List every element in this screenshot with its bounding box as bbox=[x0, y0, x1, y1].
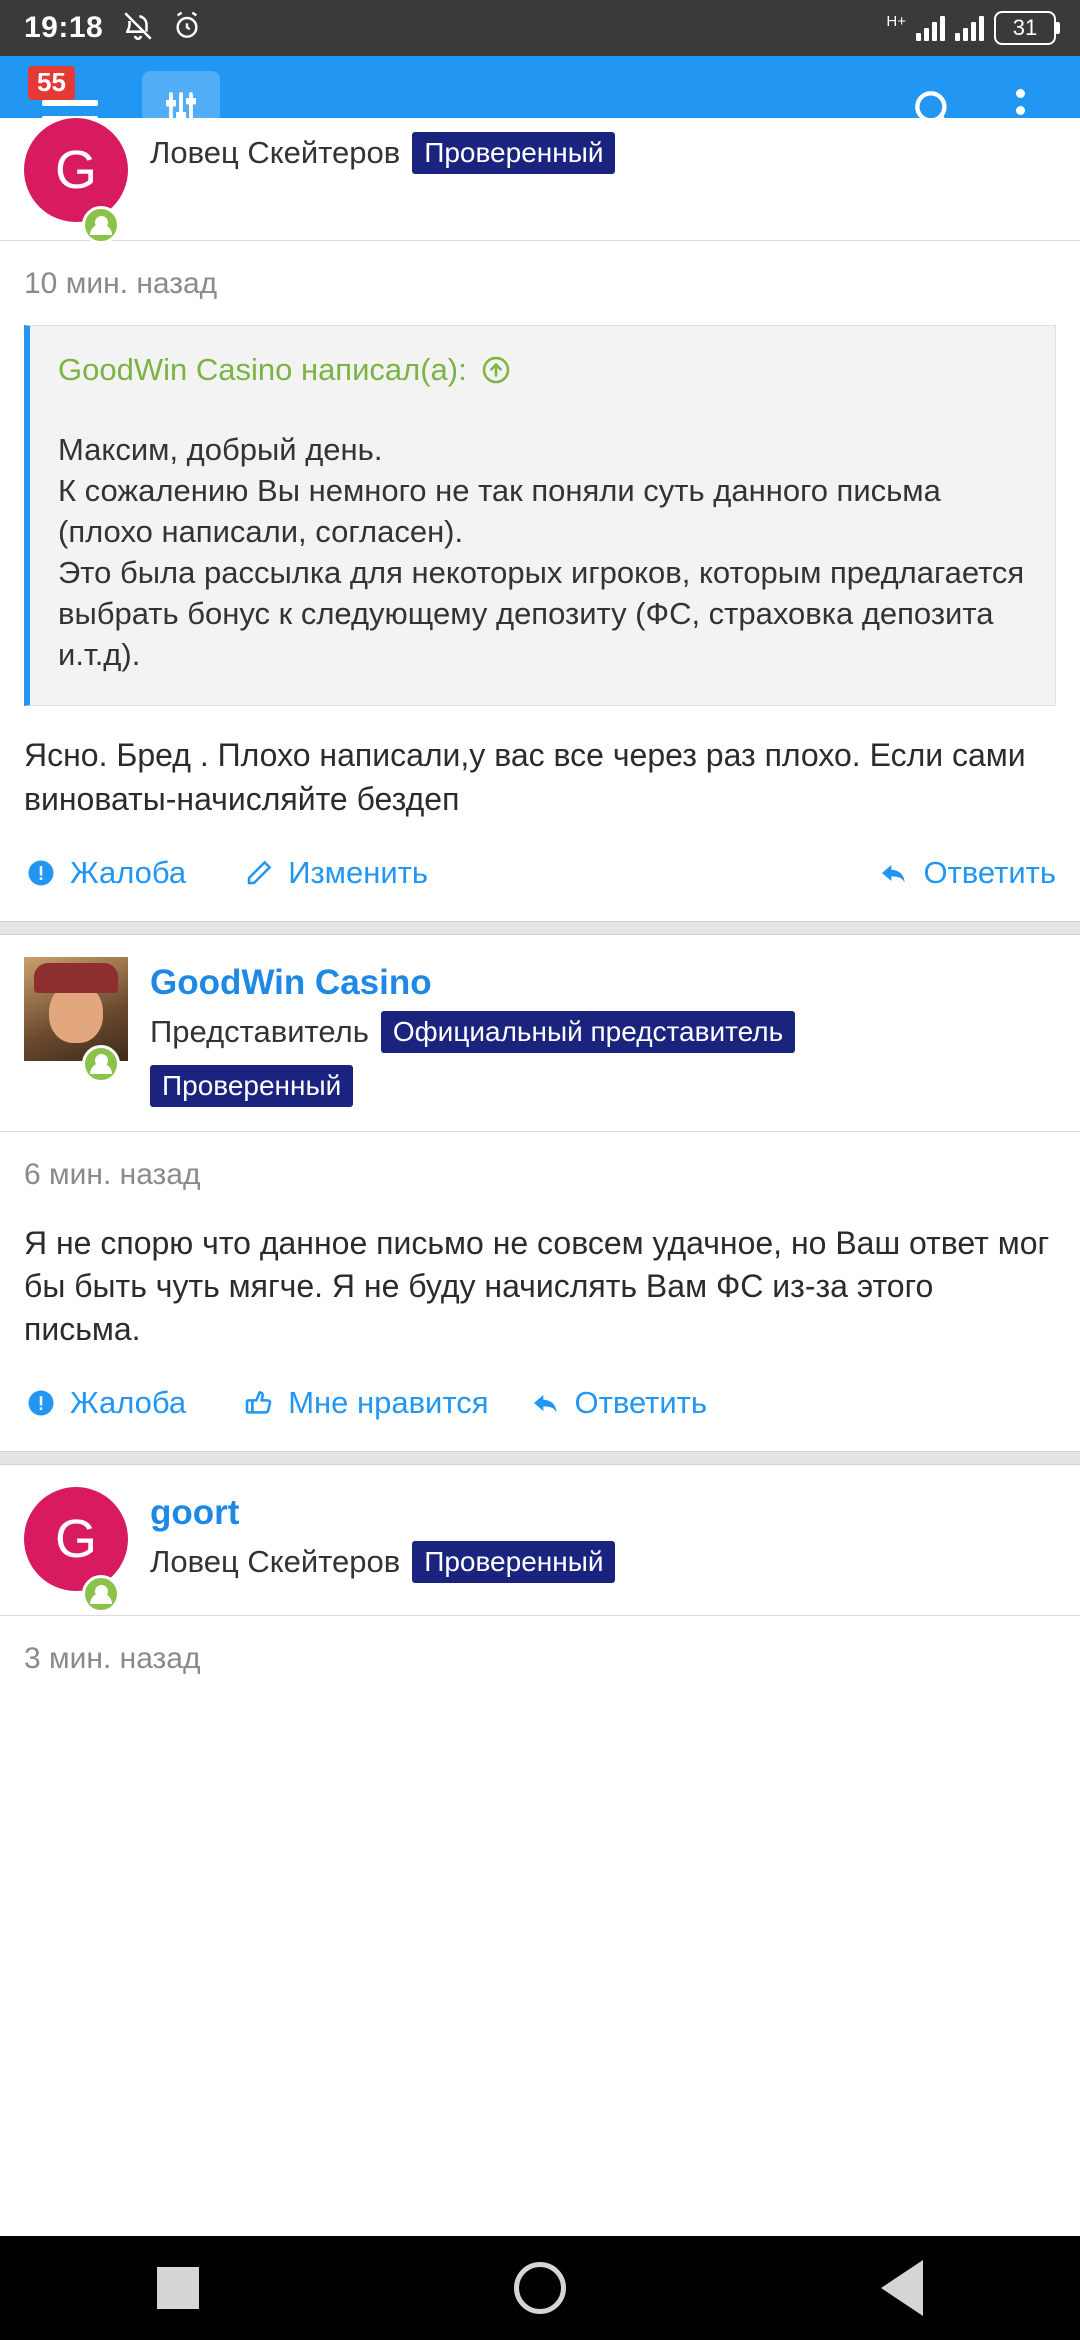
status-badge: Проверенный bbox=[412, 132, 615, 174]
post-actions bbox=[0, 1351, 1080, 1451]
system-navigation-bar bbox=[0, 2236, 1080, 2340]
like-label: Мне нравится bbox=[288, 1385, 489, 1421]
signal-strength-icon-2 bbox=[955, 15, 984, 41]
status-bar bbox=[0, 0, 1080, 56]
post-separator bbox=[0, 1451, 1080, 1465]
avatar[interactable] bbox=[24, 957, 128, 1061]
alarm-icon bbox=[171, 10, 203, 47]
avatar[interactable] bbox=[24, 118, 128, 222]
edit-button[interactable] bbox=[242, 855, 428, 891]
status-badge: Проверенный bbox=[150, 1065, 353, 1107]
edit-pencil-icon bbox=[242, 856, 276, 890]
online-status-icon bbox=[82, 206, 120, 244]
quote-line: Это была рассылка для некоторых игроков, которым предлагается выбрать бонус к следующему депозиту (ФС, страховка депозита и.т.д). bbox=[58, 554, 1025, 672]
reply-arrow-icon bbox=[877, 856, 911, 890]
reply-button[interactable] bbox=[529, 1385, 708, 1421]
post-author-name[interactable]: GoodWin Casino bbox=[150, 962, 432, 1002]
recent-apps-button[interactable] bbox=[157, 2267, 199, 2309]
battery-indicator: 31 bbox=[994, 11, 1056, 45]
post-timestamp: 6 мин. назад bbox=[24, 1157, 201, 1191]
post-item bbox=[0, 118, 1080, 921]
post-item bbox=[0, 935, 1080, 1452]
reply-label: Ответить bbox=[923, 854, 1056, 890]
back-button[interactable] bbox=[881, 2260, 923, 2316]
report-label: Жалоба bbox=[70, 854, 187, 890]
report-button[interactable] bbox=[24, 855, 186, 891]
online-status-icon bbox=[82, 1575, 120, 1613]
menu-badge-count: 55 bbox=[28, 66, 75, 100]
notifications-off-icon bbox=[121, 9, 155, 48]
avatar[interactable] bbox=[24, 1487, 128, 1591]
post-item bbox=[0, 1465, 1080, 1676]
post-author-role: Ловец Скейтеров bbox=[150, 1544, 401, 1580]
like-button[interactable] bbox=[242, 1385, 488, 1421]
signal-strength-icon-1 bbox=[916, 15, 945, 41]
post-header bbox=[0, 118, 1080, 222]
status-bar-time: 19:18 bbox=[24, 11, 104, 44]
reply-label: Ответить bbox=[574, 1385, 708, 1421]
post-header bbox=[0, 1465, 1080, 1591]
thumbs-up-icon bbox=[242, 1386, 276, 1420]
report-icon bbox=[24, 856, 58, 890]
quote-author-line bbox=[58, 352, 1027, 388]
home-button[interactable] bbox=[514, 2262, 566, 2314]
post-body: Я не спорю что данное письмо не совсем удачное, но Ваш ответ мог бы быть чуть мягче. Я не буду начислять Вам ФС из-за этого письма. bbox=[24, 1224, 1050, 1348]
post-separator bbox=[0, 921, 1080, 935]
report-icon bbox=[24, 1386, 58, 1420]
quoted-message[interactable] bbox=[24, 325, 1056, 706]
quote-line: К сожалению Вы немного не так поняли суть данного письма (плохо написали, согласен). bbox=[58, 472, 941, 549]
thread-list[interactable] bbox=[0, 135, 1080, 2236]
avatar-initial: G bbox=[24, 1487, 128, 1591]
status-badge: Проверенный bbox=[412, 1541, 615, 1583]
avatar-initial: G bbox=[24, 118, 128, 222]
quote-line: Максим, добрый день. bbox=[58, 432, 383, 467]
report-label: Жалоба bbox=[70, 1385, 187, 1421]
post-actions bbox=[0, 821, 1080, 921]
reply-arrow-icon bbox=[529, 1386, 563, 1420]
quote-text bbox=[58, 430, 1027, 675]
reply-button[interactable] bbox=[877, 855, 1056, 891]
post-author-role: Представитель bbox=[150, 1013, 369, 1049]
post-header bbox=[0, 935, 1080, 1107]
post-body: Ясно. Бред . Плохо написали,у вас все через раз плохо. Если сами виноваты-начисляйте бездеп bbox=[24, 737, 1026, 817]
post-author-name[interactable]: goort bbox=[150, 1493, 240, 1533]
edit-label: Изменить bbox=[288, 854, 429, 890]
quote-author-label: GoodWin Casino написал(а): bbox=[58, 352, 467, 387]
online-status-icon bbox=[82, 1045, 120, 1083]
official-rep-badge: Официальный представитель bbox=[381, 1011, 795, 1053]
report-button[interactable] bbox=[24, 1385, 186, 1421]
network-type-label: H+ bbox=[886, 12, 906, 30]
post-timestamp: 3 мин. назад bbox=[24, 1642, 201, 1676]
avatar-image bbox=[24, 957, 128, 1061]
post-author-role: Ловец Скейтеров bbox=[150, 135, 401, 170]
jump-to-quote-icon[interactable] bbox=[479, 353, 513, 387]
post-timestamp: 10 мин. назад bbox=[24, 267, 218, 300]
